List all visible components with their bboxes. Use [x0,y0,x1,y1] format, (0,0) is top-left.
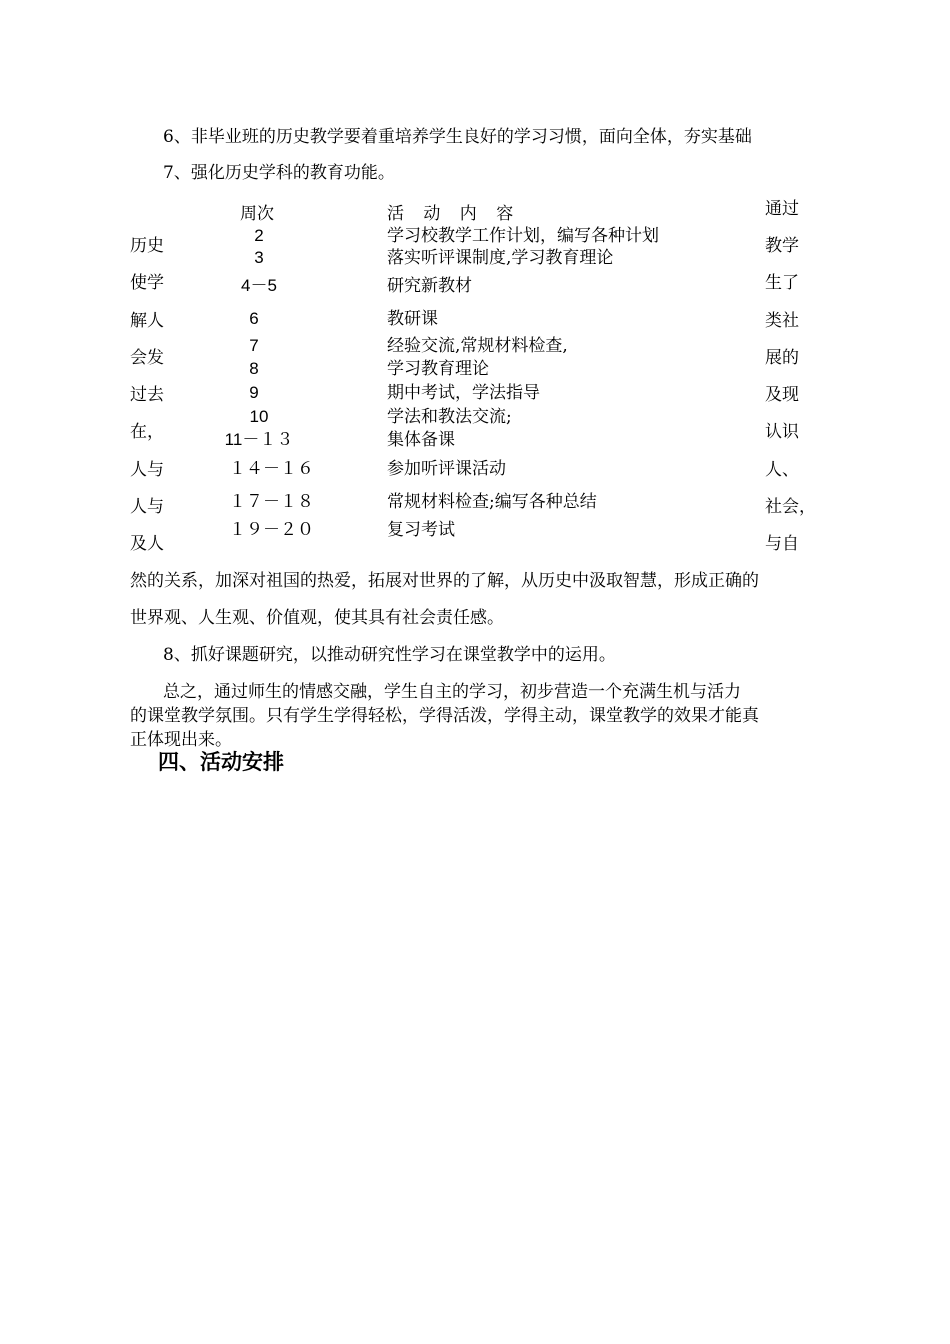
wrap-left-text: 过去 [130,385,164,405]
wrap-right-text: 教学 [765,236,799,256]
wrap-left-text: 解人 [130,311,164,331]
wrap-right-text: 人、 [765,460,799,480]
table-row-content: 集体备课 [387,430,455,450]
table-row-content: 参加听评课活动 [387,459,506,479]
wrap-left-text: 在， [130,422,164,442]
paragraph-line: 世界观、人生观、价值观，使其具有社会责任感。 [130,608,504,628]
table-header-week: 周次 [240,204,274,224]
wrap-right-text: 生了 [765,273,799,293]
wrap-left-text: 及人 [130,534,164,554]
table-row-content: 期中考试，学法指导 [387,383,540,403]
table-row-content: 研究新教材 [387,276,472,296]
wrap-right-text: 通过 [765,199,799,219]
wrap-right-text: 展的 [765,348,799,368]
summary-line: 的课堂教学氛围。只有学生学得轻松，学得活泼，学得主动，课堂教学的效果才能真 [130,706,759,726]
table-row-week: 10 [249,407,269,426]
wrap-right-text: 与自 [765,534,799,554]
item-8: 8、抓好课题研究，以推动研究性学习在课堂教学中的运用。 [163,645,616,665]
wrap-left-text: 人与 [130,460,164,480]
wrap-right-text: 及现 [765,385,799,405]
wrap-right-text: 社会， [765,497,816,517]
table-header-content: 活 动 内 容 [387,204,514,224]
table-row-week: 3 [254,248,264,267]
table-row-content: 学习校教学工作计划，编写各种计划 [387,226,659,246]
table-row-week: １７－１８ [229,492,314,511]
table-row-week: 8 [249,359,259,378]
wrap-left-text: 会发 [130,348,164,368]
table-row-content: 学习教育理论 [387,359,489,379]
table-row-week: 11－１３ [224,430,294,449]
section-heading: 四、活动安排 [158,751,284,774]
table-row-week: 7 [249,336,259,355]
table-row-week: １９－２０ [229,520,314,539]
summary-line: 正体现出来。 [130,730,232,750]
table-row-content: 教研课 [387,309,438,329]
wrap-right-text: 认识 [765,422,799,442]
table-row-week: 6 [249,309,259,328]
table-row-content: 经验交流,常规材料检查, [387,336,568,356]
table-row-week: 4－5 [241,276,277,295]
wrap-right-text: 类社 [765,311,799,331]
wrap-left-text: 历史 [130,236,164,256]
paragraph-line: 然的关系，加深对祖国的热爱，拓展对世界的了解，从历史中汲取智慧，形成正确的 [130,571,759,591]
table-row-content: 常规材料检查;编写各种总结 [387,492,597,512]
item-7: 7、强化历史学科的教育功能。 [163,163,395,183]
table-row-week: 2 [254,226,264,245]
table-row-content: 学法和教法交流; [387,407,512,427]
summary-line: 总之，通过师生的情感交融，学生自主的学习，初步营造一个充满生机与活力 [163,682,741,702]
table-row-content: 复习考试 [387,520,455,540]
wrap-left-text: 人与 [130,497,164,517]
wrap-left-text: 使学 [130,273,164,293]
table-row-week: 9 [249,383,259,402]
item-6: 6、非毕业班的历史教学要着重培养学生良好的学习习惯，面向全体，夯实基础 [163,127,752,147]
table-row-week: １４－１６ [229,459,314,478]
table-row-content: 落实听评课制度,学习教育理论 [387,248,614,268]
